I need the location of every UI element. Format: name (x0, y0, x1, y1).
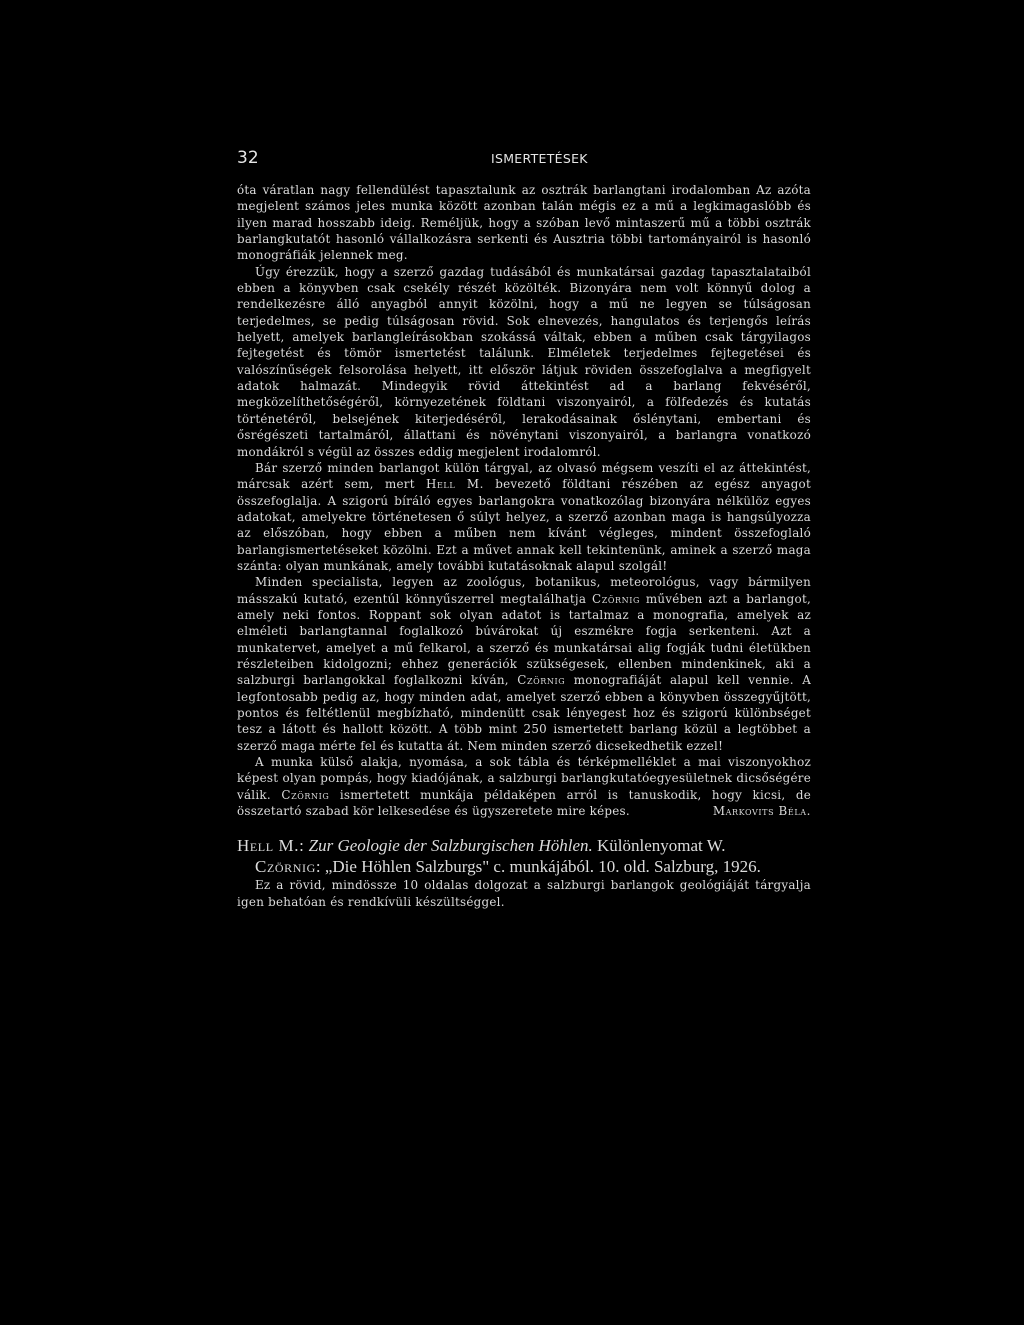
review-article (237, 182, 811, 819)
review-source: : „Die Höhlen Salzburgs" c. munkájából. 10. old. Salzburg, 1926. (315, 857, 761, 877)
paragraph-5-text-b: ismertetett munkája példaképen arról is tanuskodik, hogy kicsi, de összetartó szabad kör lelkesedése és ügyszeretete mire képes. (237, 787, 812, 819)
review-body: Ez a rövid, mindössze 10 oldalas dolgozat a salzburgi barlangok geológiáját tárgyalja igen behatóan és rendkívüli készültséggel. (237, 878, 811, 910)
review-author: Hell M.: (237, 836, 305, 856)
paragraph-4-text-c: monografiáját alapul kell vennie. A legfontosabb pedig az, hogy minden adat, amelyet szerző ebben a könyvben összegyűjtött, pontos és feltétlenül megbízható, mindenütt csak lényegest hoz és szigorú különbséget tesz a látott és hallott között. A több mint 250 ismertetett barlang közül a legtöbbet a szerző maga mérte fel és kutatta át. Nem minden szerző dicsekedhetik ezzel! (237, 673, 812, 753)
author-name-czornig: Czörnig (517, 673, 566, 688)
paragraph-4 (237, 574, 811, 754)
paragraph-5-text-a: A munka külső alakja, nyomása, a sok tábla és térképmelléklet a mai viszonyokhoz képest olyan pompás, hogy kiadójának, a salzburgi barlangkutatóegyesületnek dicsőségére válik. (237, 755, 811, 802)
second-review (237, 835, 811, 911)
running-head: ISMERTETÉSEK (491, 151, 588, 166)
paragraph-1: óta váratlan nagy fellendülést tapasztalunk az osztrák barlangtani irodalomban Az azóta megjelent számos jeles munka között azonban talán mégis ez a mű a legkimagaslóbb és ilyen marad hosszabb ideig. Reméljük, hogy a szóban levő mintaszerű mű a többi osztrák barlangkutatót hasonló vállalkozásra serkenti és Ausztria többi tartományairól is hasonló monográfiák jelennek meg. (237, 183, 811, 263)
review-title: Zur Geologie der Salzburgischen Höhlen. (308, 836, 593, 856)
paragraph-3 (237, 460, 811, 574)
paragraph-4-text-b: művében azt a barlangot, amely neki fontos. Roppant sok olyan adatot is tartalmaz a monografia, amelyek az elméleti barlangtannal foglalkozó búvárokat új eszmékre fogja serkenteni. Azt a munkatervet, amelyet a mű felkarol, a szerző és munkatársai alig fogják tudni életükben részleteiben kidolgozni; ehhez generációk szükségesek, ellenben mindenkinek, aki a salzburgi barlangokkal foglalkozni kíván, (237, 591, 812, 688)
page-header (237, 148, 811, 170)
review-source-author: Czörnig (255, 857, 316, 877)
author-name-czornig: Czörnig (592, 591, 641, 606)
reviewer-signature: Markovits Béla. (712, 804, 811, 819)
book-page (237, 148, 811, 911)
paragraph-5 (237, 754, 811, 819)
author-name-hell: Hell M. (426, 477, 485, 492)
paragraph-4-text-a: Minden specialista, legyen az zoológus, botanikus, meteorológus, vagy bármilyen másszakú kutató, ezentúl könnyűszerrel megtalálhatja (237, 575, 811, 606)
review-line1-rest: Különlenyomat W. (597, 836, 726, 856)
paragraph-3-text-a: Bár szerző minden barlangot külön tárgyal, az olvasó mégsem veszíti el az áttekintést, márcsak azért sem, mert (237, 460, 811, 492)
paragraph-3-text-b: bevezető földtani részében az egész anyagot összefoglalja. A szigorú bíráló egyes barlangokra vonatkozólag bizonyára nélkülöz egyes adatokat, amelyekre történetesen ő súlyt helyez, a szerző azonban maga is hangsúlyozza az előszóban, hogy ebben a műben nem kívánt végleges, mindent összefoglaló barlangismertetéseket közölni. Ezt a művet annak kell tekintenünk, aminek a szerző maga szánta: olyan munkának, amely további kutatásoknak alapul szolgál! (237, 477, 811, 573)
author-name-czornig: Czörnig (281, 787, 330, 802)
page-number: 32 (237, 148, 259, 168)
paragraph-2: Úgy érezzük, hogy a szerző gazdag tudásából és munkatársai gazdag tapasztalataiból ebben a könyvben csak csekély részét közölték. Bizonyára nem volt könnyű dolog a rendelkezésre álló anyagból annyit közölni, hogy a mű ne legyen se túlságosan terjedelmes, se pedig túlságosan rövid. Sok elnevezés, hangulatos és terjengős leírás helyett, amelyek barlangleírásokban szokássá váltak, ebben a műben csak tárgyilagos fejtegetést és tömör ismertetést találunk. Elméletek terjedelmes fejtegetései és valószínűségek felsorolása helyett, itt először látjuk röviden összefoglalva a megfigyelt adatok halmazát. Mindegyik rövid áttekintést ad a barlang fekvéséről, megközelíthetőségéről, környezetének földtani viszonyairól, a fölfedezés és kutatás történetéről, belsejének kiterjedéséről, lerakodásainak őslénytani, embertani és ősrégészeti tartalmáról, állattani és növénytani viszonyairól, a barlangra vonatkozó mondákról s végül az összes eddig megjelent irodalomról. (237, 264, 811, 459)
review-heading (237, 835, 811, 877)
review-heading-line2 (237, 856, 811, 877)
